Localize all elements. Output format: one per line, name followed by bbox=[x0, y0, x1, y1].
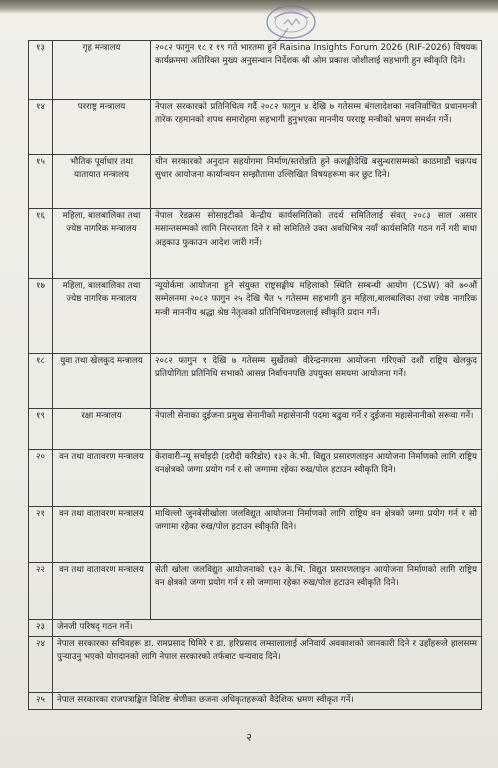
decision-text: केरावारी-न्यू सर्चाइदी (दरौदी करिडोर) १३२ के.भी. विद्युत प्रसारणलाइन आयोजना निर्माणको लागि राष्ट्रिय वनक्षेत्रको जग्गा प्रयोग गर्न र सो जग्गामा रहेका रुख/पोल हटाउन स्वीकृति दिने। bbox=[151, 450, 482, 507]
decision-text: न्यूयोर्कमा आयोजना हुने संयुक्त राष्ट्रसङ्घीय महिलाको स्थिति सम्बन्धी आयोग (CSW) को ७०औं सम्मेलनमा २०८२ फागुन २५ देखि चैत ५ गतेसम्म सहभागी हुन महिला,बालबालिका तथा ज्येष्ठ नागरिक मन्त्री माननीय श्रद्धा श्रेष्ठ नेतृत्वको प्रतिनिधिमण्डललाई स्वीकृति प्रदान गर्ने। bbox=[151, 279, 482, 354]
ministry-name: युवा तथा खेलकुद मन्त्रालय bbox=[53, 354, 151, 409]
row-number: १६ bbox=[29, 209, 53, 279]
ministry-name: महिला, बालबालिका तथा ज्येष्ठ नागरिक मन्त्रालय bbox=[53, 279, 151, 354]
decision-text: नेपाल सरकारको प्रतिनिधित्व गर्दै २०८२ फागुन ४ देखि ७ गतेसम्म बंगलादेशका नवनिर्वाचित प्रधानमन्त्री तारेक रहमानको शपथ समारोहमा सहभागी हुनुभएका माननीय परराष्ट्र मन्त्रीको भ्रमण समर्थन गर्ने। bbox=[151, 100, 482, 155]
office-seal-stamp bbox=[262, 4, 320, 44]
cabinet-decisions-table bbox=[28, 40, 482, 710]
table-row bbox=[29, 155, 482, 209]
ministry-name: रक्षा मन्त्रालय bbox=[53, 409, 151, 450]
decision-text: नेपाल सरकारका राजपत्राङ्कित विशिष्ट श्रेणीका छजना अधिकृतहरूको वैदेशिक भ्रमण स्वीकृत गर्ने। bbox=[53, 693, 482, 710]
page-number: २ bbox=[246, 731, 252, 744]
table-row bbox=[29, 450, 482, 507]
row-number: १३ bbox=[29, 41, 53, 100]
decision-text: चीन सरकारको अनुदान सहयोगमा निर्माण/स्तरोन्नति हुने कलङ्कीदेखि बसुन्धरासम्मको काठमाडौं चक्रपथ सुधार आयोजना कार्यान्वयन सम्झौतामा उल्लिखित विषयहरूमा कर छुट दिने। bbox=[151, 155, 482, 209]
decision-text: जेनजी परिषद् गठन गर्ने। bbox=[53, 620, 482, 637]
decision-text: नेपाल सरकारका सचिवहरू डा. रामप्रसाद घिमिरे र डा. हरिप्रसाद लम्सालालाई अनिवार्य अवकाशको जानकारी दिने र उहाँहरूले हालसम्म पुऱ्याउनु भएको योगदानको लागि नेपाल सरकारको तर्फबाट धन्यवाद दिने। bbox=[53, 637, 482, 693]
table-row bbox=[29, 279, 482, 354]
table-row bbox=[29, 100, 482, 155]
row-number: १७ bbox=[29, 279, 53, 354]
row-number: २० bbox=[29, 450, 53, 507]
page-top-edge bbox=[0, 0, 498, 14]
row-number: २४ bbox=[29, 637, 53, 693]
decision-text: २०८२ फागुन १ देखि ७ गतेसम्म सुर्खेतको वीरेन्द्रनगरमा आयोजना गरिएको दशौं राष्ट्रिय खेलकुद प्रतियोगिता प्रतिनिधि सभाको आसन्न निर्वाचनपछि उपयुक्त समयमा आयोजना गर्ने। bbox=[151, 354, 482, 409]
decision-text: नेपाल रेडक्रस सोसाइटीको केन्द्रीय कार्यसमितिको तदर्थ समितिलाई संवत् २०८३ साल असार मसान्तसम्मको लागि निरन्तरता दिने र सो समितिले उक्त अवधिभित्र नयाँ कार्यसमिति गठन गर्ने गरी बाधा अड्काउ फुकाउन आदेश जारी गर्ने। bbox=[151, 209, 482, 279]
decision-text: सेती खोला जलविद्युत आयोजनाको १३२ के.भि. विद्युत प्रसारणलाइन आयोजना निर्माणको लागि राष्ट्रिय वन क्षेत्रको जग्गा प्रयोग गर्न र सो जग्गामा रहेका रुख/पोल हटाउन स्वीकृति दिने। bbox=[151, 563, 482, 620]
table-row bbox=[29, 409, 482, 450]
row-number: १८ bbox=[29, 354, 53, 409]
table-row bbox=[29, 563, 482, 620]
row-number: १५ bbox=[29, 155, 53, 209]
table-row bbox=[29, 620, 482, 637]
ministry-name: वन तथा वातावरण मन्त्रालय bbox=[53, 563, 151, 620]
row-number: २१ bbox=[29, 507, 53, 563]
table-row bbox=[29, 354, 482, 409]
ministry-name: परराष्ट्र मन्त्रालय bbox=[53, 100, 151, 155]
decision-text: नेपाली सेनाका दुईजना प्रमुख सेनानीको महासेनानी पदमा बढुवा गर्ने र दुईजना महासेनानीको सरूवा गर्ने। bbox=[151, 409, 482, 450]
row-number: १९ bbox=[29, 409, 53, 450]
row-number: २५ bbox=[29, 693, 53, 710]
row-number: २२ bbox=[29, 563, 53, 620]
table-row bbox=[29, 209, 482, 279]
ministry-name: महिला, बालबालिका तथा ज्येष्ठ नागरिक मन्त्रालय bbox=[53, 209, 151, 279]
table-row bbox=[29, 507, 482, 563]
ministry-name: गृह मन्त्रालय bbox=[53, 41, 151, 100]
decision-text: २०८२ फागुन १८ र १९ गते भारतमा हुने Raisina Insights Forum 2026 (RIF-2026) विषयक कार्यक्रममा अतिरिक्त मुख्य अनुसन्धान निर्देशक श्री ओम प्रकाश जोशीलाई सहभागी हुन स्वीकृति दिने। bbox=[151, 41, 482, 100]
ministry-name: वन तथा वातावरण मन्त्रालय bbox=[53, 450, 151, 507]
ministry-name: भौतिक पूर्वाधार तथा यातायात मन्त्रालय bbox=[53, 155, 151, 209]
row-number: १४ bbox=[29, 100, 53, 155]
ministry-name: वन तथा वातावरण मन्त्रालय bbox=[53, 507, 151, 563]
table-row bbox=[29, 693, 482, 710]
decision-text: माथिल्लो जुनबेसीखोला जलविद्युत आयोजना निर्माणको लागि राष्ट्रिय वन क्षेत्रको जग्गा प्रयोग गर्न र सो जग्गामा रहेका रुख/पोल हटाउन स्वीकृति दिने। bbox=[151, 507, 482, 563]
table-row bbox=[29, 41, 482, 100]
table-row bbox=[29, 637, 482, 693]
row-number: २३ bbox=[29, 620, 53, 637]
